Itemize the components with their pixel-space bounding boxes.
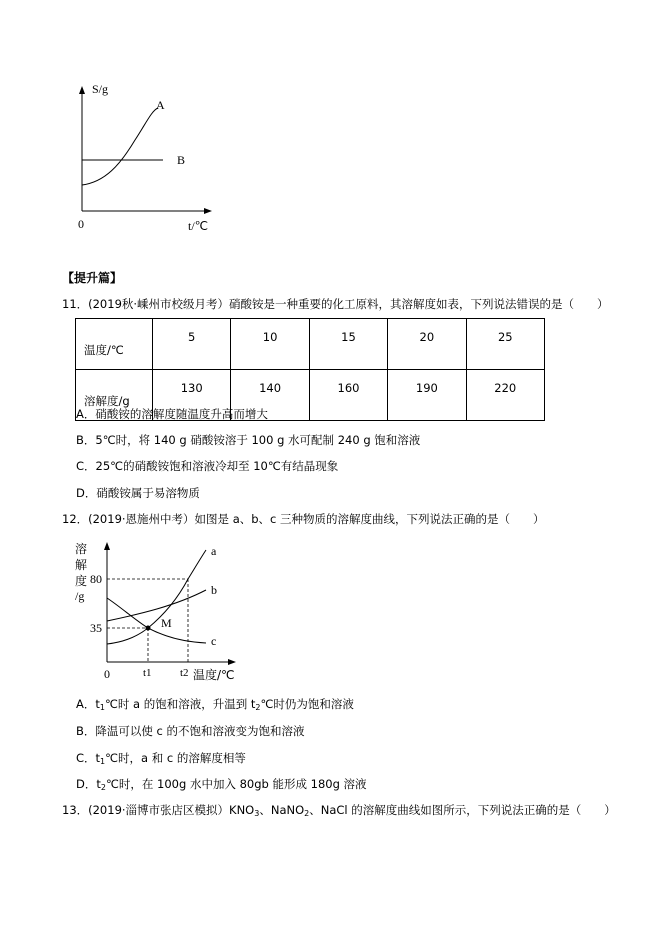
x-axis-label: 温度/℃ [193, 668, 235, 682]
curve-a-label: a [211, 544, 217, 558]
q11-option-a: A．硝酸铵的溶解度随温度升高而增大 [76, 407, 268, 421]
table-cell: 130 [153, 370, 231, 421]
curve-b-label: B [177, 153, 186, 167]
option-c-text-2: ℃时，a 和 c 的溶解度相等 [105, 751, 246, 765]
section-heading: 【提升篇】 [62, 271, 123, 285]
curve-c-label: c [211, 634, 217, 648]
option-d-text-1: D．t [76, 777, 101, 791]
table-row-temperature [76, 319, 545, 370]
row-header-solubility: 溶解度/g [76, 370, 153, 421]
solubility-ab-chart [60, 80, 230, 240]
q12-option-a [76, 697, 354, 715]
figure-solubility-abc [70, 538, 245, 683]
table-cell: 220 [466, 370, 544, 421]
x-axis-label: t/℃ [188, 219, 209, 233]
curve-a-label: A [156, 98, 165, 112]
option-a-text-3: ℃时仍为饱和溶液 [260, 697, 354, 711]
option-c-sub: 1 [100, 757, 106, 766]
y-tick-35: 35 [90, 621, 102, 635]
option-a-text-1: A．t [76, 697, 100, 711]
y-label-char-3: 度 [75, 574, 88, 588]
y-label-char-2: 解 [75, 558, 88, 572]
x-tick-0: 0 [104, 667, 110, 681]
y-label-char-4: /g [75, 589, 85, 603]
y-label-char-1: 溶 [75, 542, 88, 556]
q11-option-b: B．5℃时，将 140 g 硝酸铵溶于 100 g 水可配制 240 g 饱和溶液 [76, 433, 421, 447]
solubility-abc-chart [70, 538, 245, 683]
option-d-sub: 2 [100, 783, 106, 792]
q12-option-d [76, 777, 367, 795]
q13-text-3: 、NaCl 的溶解度曲线如图所示，下列说法正确的是（ ） [309, 803, 616, 817]
row-header-temperature: 温度/℃ [76, 319, 153, 370]
q12-option-b: B．降温可以使 c 的不饱和溶液变为饱和溶液 [76, 724, 305, 738]
table-cell: 140 [231, 370, 309, 421]
table-cell: 20 [388, 319, 466, 370]
x-tick-t1: t1 [143, 667, 152, 679]
solubility-table [75, 318, 545, 421]
option-a-sub-2: 2 [255, 703, 261, 712]
x-tick-t2: t2 [180, 667, 189, 679]
option-a-text-2: ℃时 a 的饱和溶液，升温到 t [104, 697, 256, 711]
point-m-label: M [161, 616, 172, 630]
option-d-text-2: ℃时，在 100g 水中加入 80gb 能形成 180g 溶液 [105, 777, 367, 791]
y-axis-label: S/g [92, 82, 109, 96]
question-11-stem: 11．(2019秋·嵊州市校级月考）硝酸铵是一种重要的化工原料，其溶解度如表，下列说法错误的是（ ） [62, 297, 609, 311]
table-cell: 25 [466, 319, 544, 370]
table-cell: 5 [153, 319, 231, 370]
q13-text-1: 13．(2019·淄博市张店区模拟）KNO [62, 803, 255, 817]
table-cell: 160 [309, 370, 387, 421]
option-c-text-1: C．t [76, 751, 101, 765]
figure-solubility-ab [60, 80, 230, 240]
y-tick-80: 80 [90, 572, 102, 586]
option-a-sub-1: 1 [99, 703, 105, 712]
q13-sub-1: 3 [254, 809, 260, 818]
origin-label: 0 [78, 217, 84, 231]
question-13-stem [62, 803, 616, 821]
table-cell: 10 [231, 319, 309, 370]
table-cell: 190 [388, 370, 466, 421]
q13-text-2: 、NaNO [259, 803, 305, 817]
q13-sub-2: 2 [304, 809, 310, 818]
q12-option-c [76, 751, 246, 769]
q11-option-d: D．硝酸铵属于易溶物质 [76, 486, 200, 500]
q11-option-c: C．25℃的硝酸铵饱和溶液冷却至 10℃有结晶现象 [76, 459, 339, 473]
table-cell: 15 [309, 319, 387, 370]
question-12-stem: 12．(2019·恩施州中考）如图是 a、b、c 三种物质的溶解度曲线，下列说法正确的是（ ） [62, 512, 545, 526]
curve-b-label: b [211, 583, 217, 597]
